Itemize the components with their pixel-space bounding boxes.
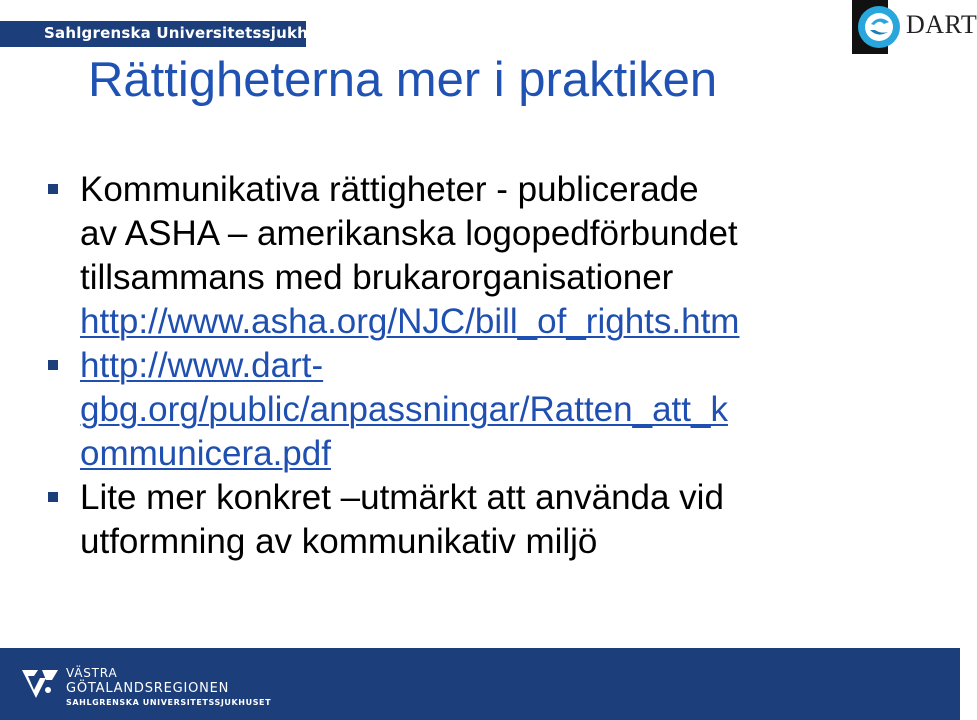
bullet-text-line: Kommunikativa rättigheter - publicerade xyxy=(80,170,699,209)
dart-link-part[interactable]: gbg.org/public/anpassningar/Ratten_att_k xyxy=(80,390,728,429)
asha-link[interactable]: http://www.asha.org/NJC/bill_of_rights.htm xyxy=(80,302,740,341)
dart-link-part[interactable]: ommunicera.pdf xyxy=(80,434,331,473)
bullet-text-line: tillsammans med brukarorganisationer xyxy=(80,258,674,297)
footer-hospital-line: SAHLGRENSKA UNIVERSITETSSJUKHUSET xyxy=(66,698,272,707)
bullet-marker xyxy=(48,184,58,194)
bullet-item xyxy=(48,344,928,476)
asha-link-line[interactable] xyxy=(80,300,928,344)
dart-link-line[interactable] xyxy=(80,344,928,388)
dart-link-line[interactable] xyxy=(80,432,928,476)
bullet-item xyxy=(48,476,928,564)
slide-title: Rättigheterna mer i praktiken xyxy=(88,53,718,107)
footer-region-line1: VÄSTRA xyxy=(66,666,118,680)
bullet-text-line: Lite mer konkret –utmärkt att använda vid xyxy=(80,478,724,517)
dart-link-line[interactable] xyxy=(80,388,928,432)
hospital-name: Sahlgrenska Universitetssjukhuset xyxy=(44,24,346,42)
footer-band xyxy=(0,648,960,720)
bullet-text-line: utformning av kommunikativ miljö xyxy=(80,522,598,561)
bullet-item xyxy=(48,168,928,344)
bullet-text-line: av ASHA – amerikanska logopedförbundet xyxy=(80,214,738,253)
vgr-logo-icon xyxy=(20,666,60,702)
dart-logo-text: DART xyxy=(906,10,977,39)
bullet-marker xyxy=(48,492,58,502)
dart-logo xyxy=(852,0,977,54)
dart-link-part[interactable]: http://www.dart- xyxy=(80,346,324,385)
footer-region-line2: GÖTALANDSREGIONEN xyxy=(66,681,230,696)
bullet-marker xyxy=(48,360,58,370)
header-band xyxy=(0,21,346,47)
bullet-list xyxy=(48,168,928,564)
dart-logo-icon xyxy=(854,4,904,50)
